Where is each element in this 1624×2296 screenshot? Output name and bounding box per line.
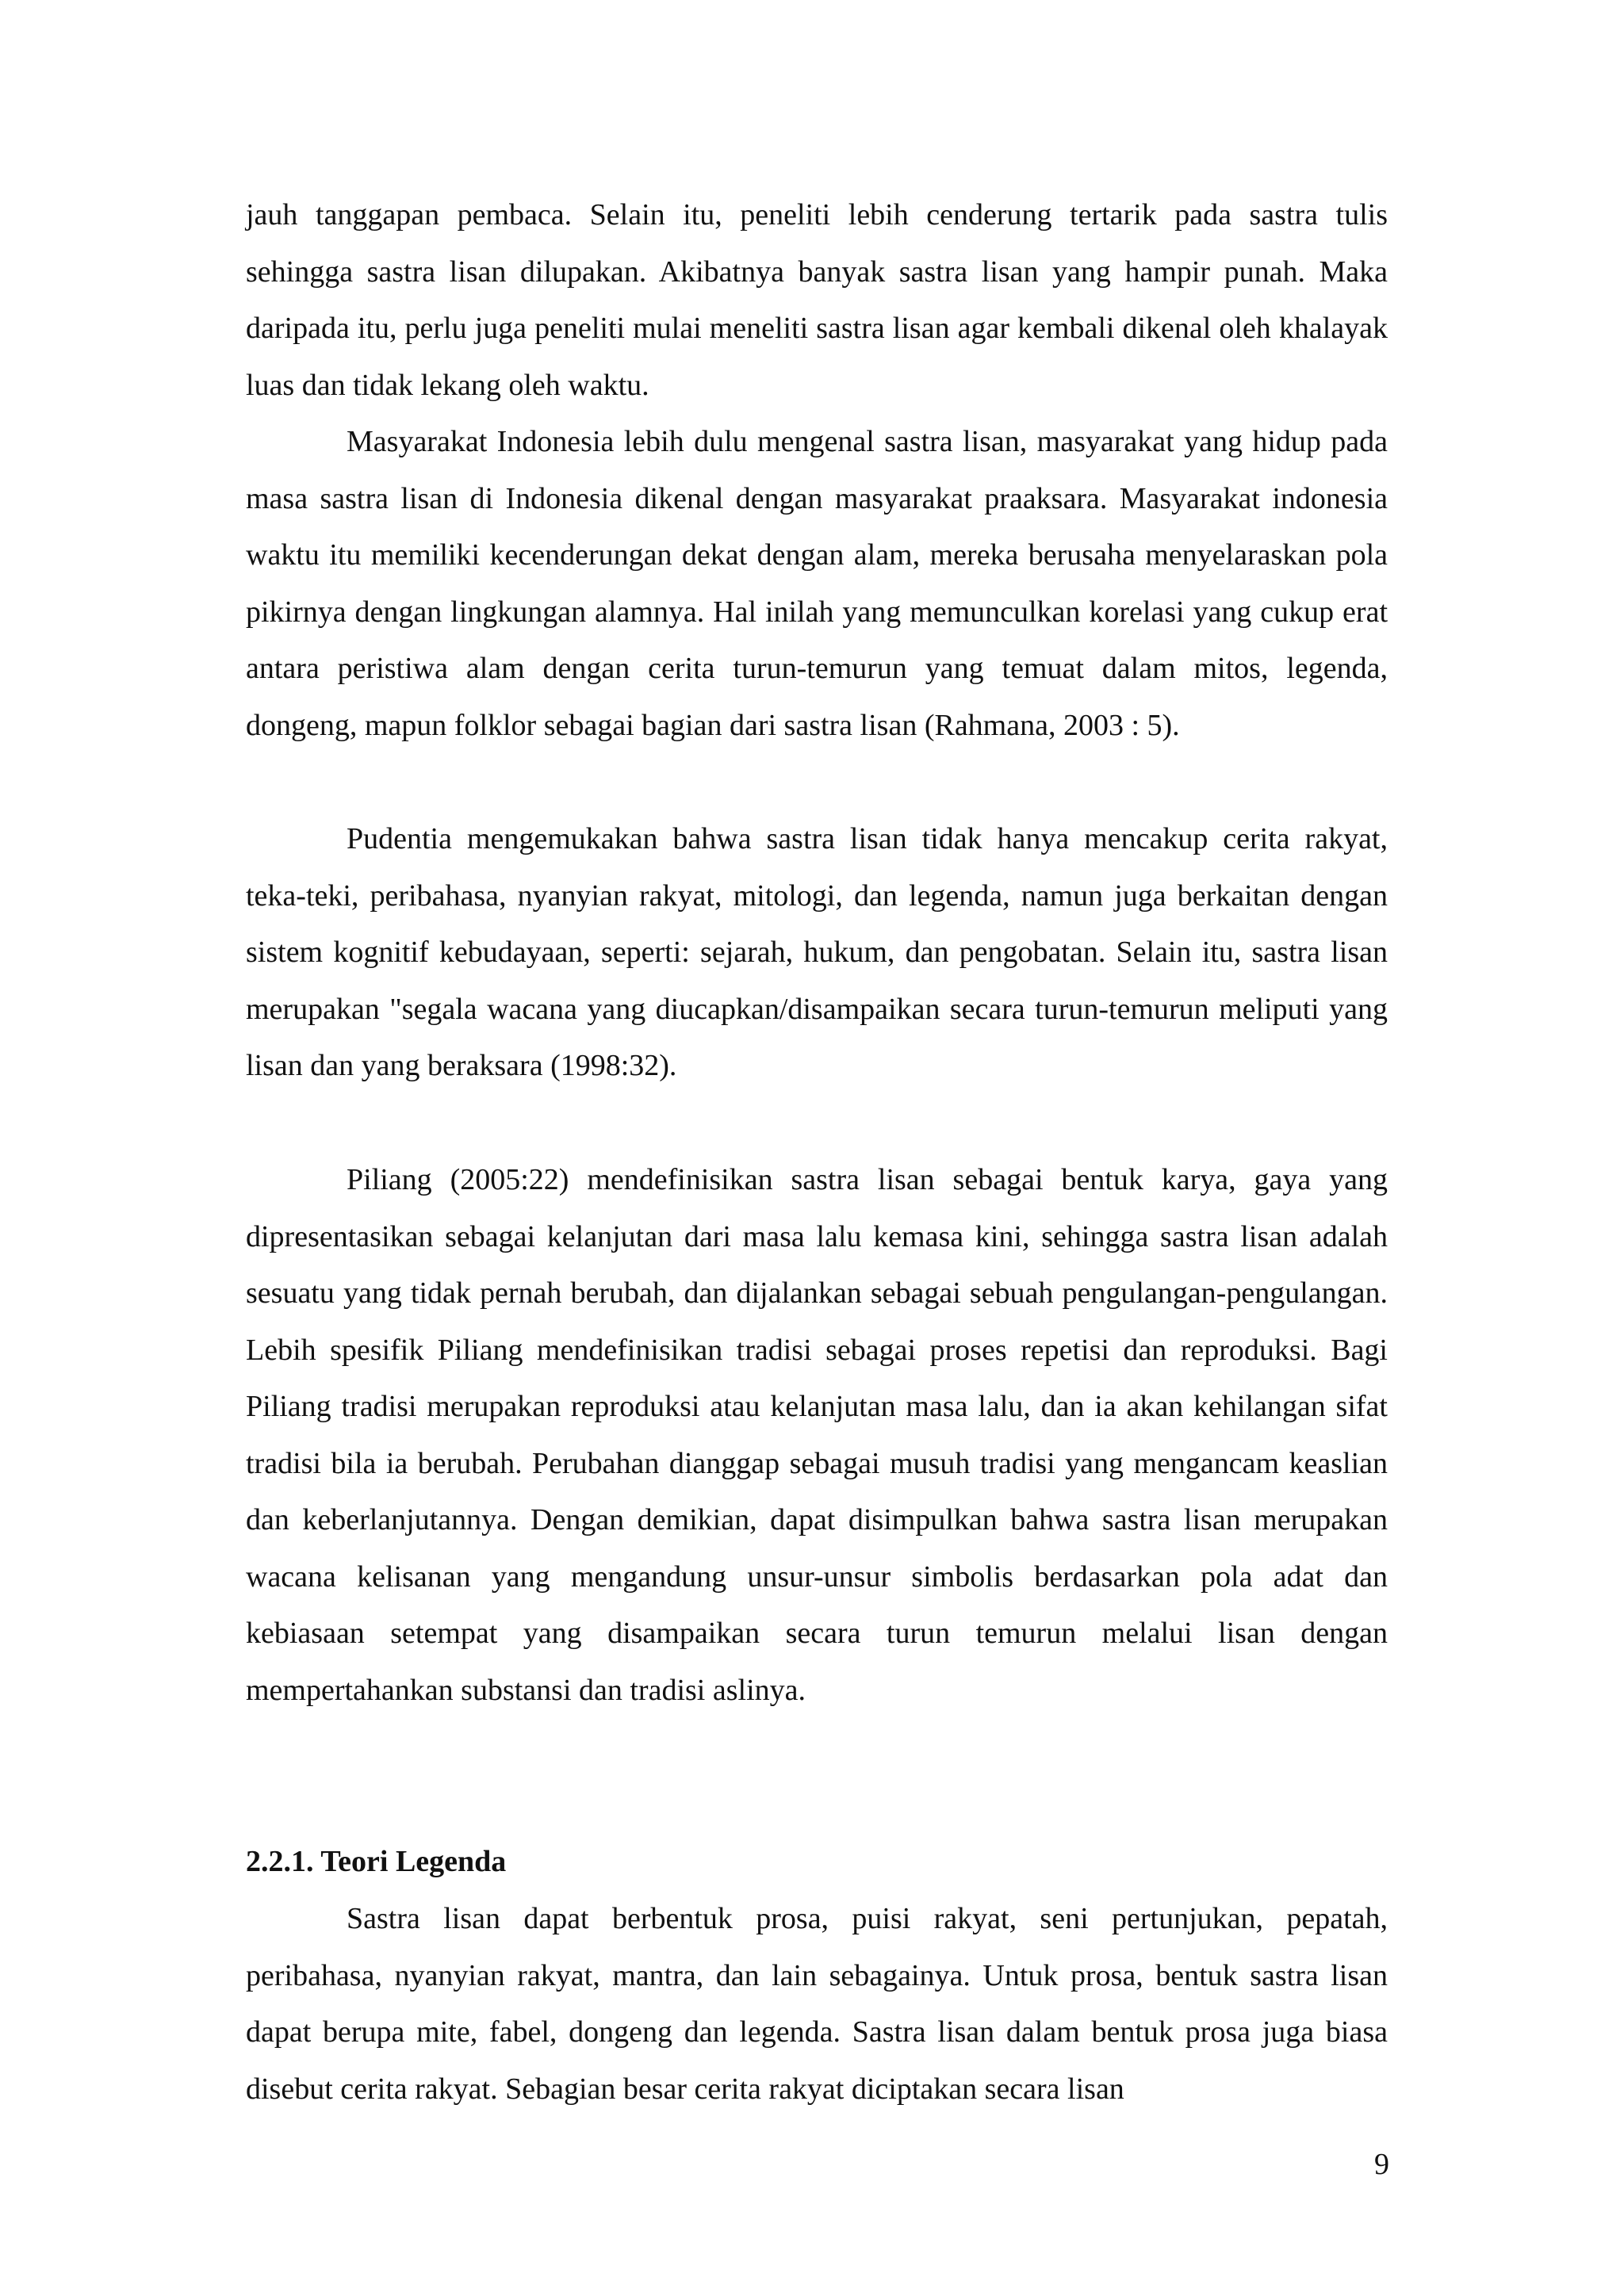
- paragraph-text: Piliang (2005:22) mendefinisikan sastra lisan sebagai bentuk karya, gaya yang dipresentasikan sebagai kelanjutan dari masa lalu kemasa kini, sehingga sastra lisan adalah sesuatu yang tidak pernah berubah, dan dijalankan sebagai sebuah pengulangan-pengulangan. Lebih spesifik Piliang mendefinisikan tradisi sebagai proses repetisi dan reproduksi. Bagi Piliang tradisi merupakan reproduksi atau kelanjutan masa lalu, dan ia akan kehilangan sifat tradisi bila ia berubah. Perubahan dianggap sebagai musuh tradisi yang mengancam keaslian dan keberlanjutannya. Dengan demikian, dapat disimpulkan bahwa sastra lisan merupakan wacana kelisanan yang mengandung unsur-unsur simbolis berdasarkan pola adat dan kebiasaan setempat yang disampaikan secara turun temurun melalui lisan dengan mempertahankan substansi dan tradisi aslinya.: [246, 1163, 1388, 1707]
- paragraph-piliang: [246, 1152, 1388, 1719]
- paragraph-teori-legenda: [246, 1891, 1388, 2118]
- page-number: 9: [1374, 2148, 1389, 2181]
- section-heading: 2.2.1. Teori Legenda: [246, 1845, 507, 1878]
- paragraph-text: Sastra lisan dapat berbentuk prosa, puisi rakyat, seni pertunjukan, pepatah, peribahasa, nyanyian rakyat, mantra, dan lain sebagainya. Untuk prosa, bentuk sastra lisan dapat berupa mite, fabel, dongeng dan legenda. Sastra lisan dalam bentuk prosa juga biasa disebut cerita rakyat. Sebagian besar cerita rakyat diciptakan secara lisan: [246, 1902, 1388, 2106]
- paragraph-text: jauh tanggapan pembaca. Selain itu, peneliti lebih cenderung tertarik pada sastra tulis sehingga sastra lisan dilupakan. Akibatnya banyak sastra lisan yang hampir punah. Maka daripada itu, perlu juga peneliti mulai meneliti sastra lisan agar kembali dikenal oleh khalayak luas dan tidak lekang oleh waktu.: [246, 198, 1388, 402]
- paragraph-continuation: [246, 187, 1388, 414]
- paragraph-text: Pudentia mengemukakan bahwa sastra lisan tidak hanya mencakup cerita rakyat, teka-teki, peribahasa, nyanyian rakyat, mitologi, dan legenda, namun juga berkaitan dengan sistem kognitif kebudayaan, seperti: sejarah, hukum, dan pengobatan. Selain itu, sastra lisan merupakan "segala wacana yang diucapkan/disampaikan secara turun-temurun meliputi yang lisan dan yang beraksara (1998:32).: [246, 822, 1388, 1082]
- paragraph-text: Masyarakat Indonesia lebih dulu mengenal sastra lisan, masyarakat yang hidup pada masa sastra lisan di Indonesia dikenal dengan masyarakat praaksara. Masyarakat indonesia waktu itu memiliki kecenderungan dekat dengan alam, mereka berusaha menyelaraskan pola pikirnya dengan lingkungan alamnya. Hal inilah yang memunculkan korelasi yang cukup erat antara peristiwa alam dengan cerita turun-temurun yang temuat dalam mitos, legenda, dongeng, mapun folklor sebagai bagian dari sastra lisan (Rahmana, 2003 : 5).: [246, 425, 1388, 742]
- paragraph-masyarakat: [246, 414, 1388, 754]
- paragraph-pudentia: [246, 811, 1388, 1095]
